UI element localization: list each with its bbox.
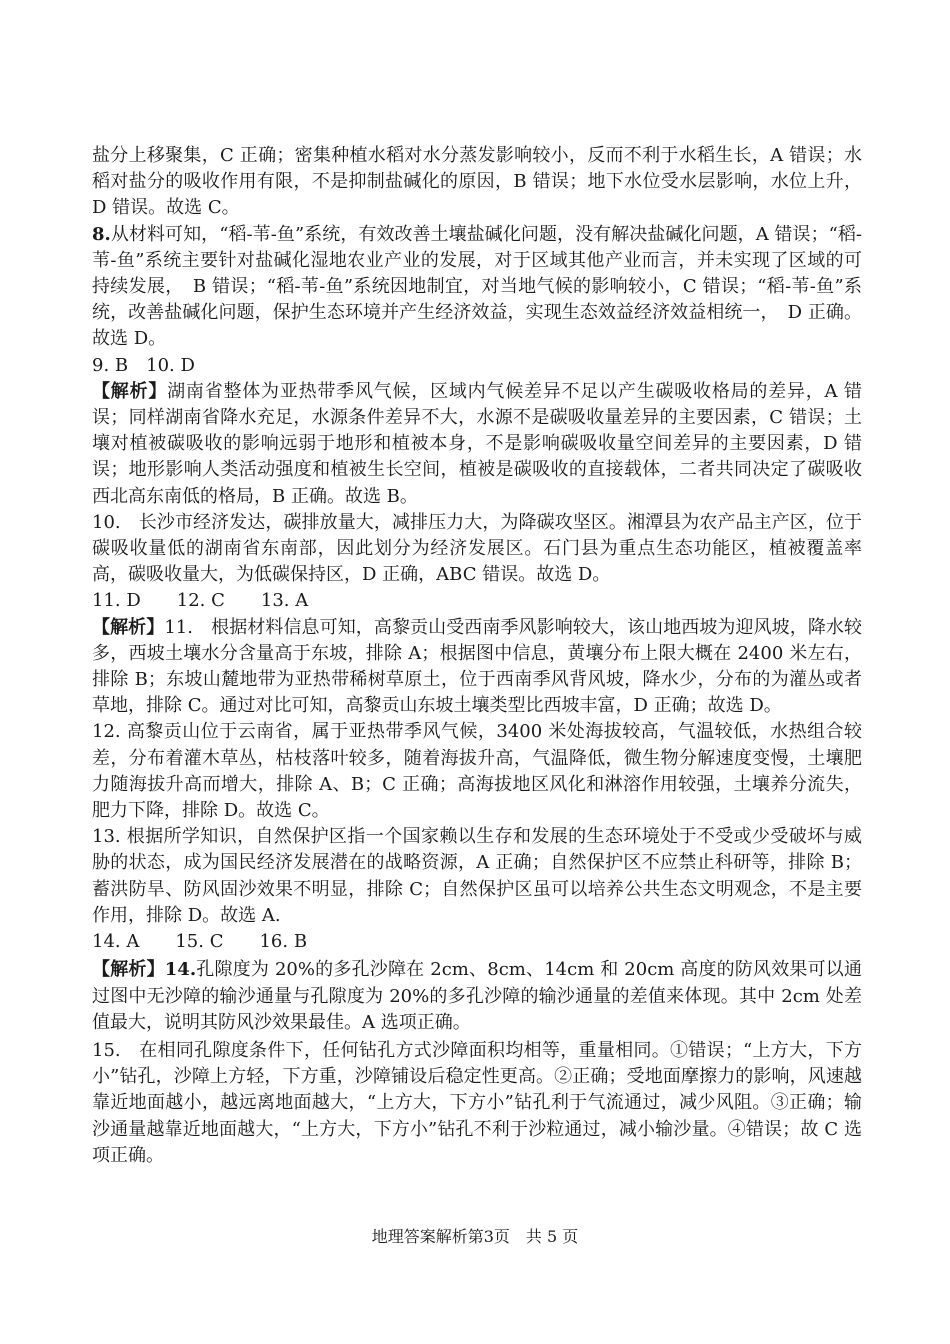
paragraph-q12: 12. 高黎贡山位于云南省，属于亚热带季风气候，3400 米处海拔较高，气温较低，水热组合较差，分布着灌木草丛，枯枝落叶较多，随着海拔升高，气温降低，微生物分解速度变慢，土壤肥力随海拔升高而增大，排除 A、B；C 正确；高海拔地区风化和淋溶作用较强，土壤养分流失，肥力下降，排除 D。故选 C。 xyxy=(92,721,862,822)
paragraph-q8: 8.从材料可知，“稻-苇-鱼”系统，有效改善土壤盐碱化问题，没有解决盐碱化问题，A 错误；“稻-苇-鱼”系统主要针对盐碱化湿地农业产业的发展，对于区域其他产业而言，并未实现了区域的可持续发展， B 错误；“稻-苇-鱼”系统因地制宜，对当地气候的影响较小，C 错误；“稻-苇-鱼”系统，改善盐碱化问题，保护生态环境并产生经济效益，实现生态效益经济效益相统一， D 正确。故选 D。 xyxy=(92,223,862,350)
answers-9-10: 9. B 10. D xyxy=(92,354,195,376)
answer-text xyxy=(92,143,862,1169)
paragraph-q11-analysis: 【解析】11. 根据材料信息可知，高黎贡山受西南季风影响较大，该山地西坡为迎风坡，降水较多，西坡土壤水分含量高于东坡，排除 A；根据图中信息，黄壤分布上限大概在 2400 米左右，排除 B；东坡山麓地带为亚热带稀树草原土，位于西南季风背风坡，降水少，分布的为灌丛或者草地，排除 C。通过对比可知，高黎贡山东坡土壤类型比西坡丰富，D 正确；故选 D。 xyxy=(92,616,863,717)
paragraph-q14-analysis: 【解析】14.孔隙度为 20%的多孔沙障在 2cm、8cm、14cm 和 20cm 高度的防风效果可以通过图中无沙障的输沙通量与孔隙度为 20%的多孔沙障的输沙通量的差值来体现。其中 2cm 处差值最大，说明其防风沙效果最佳。A 选项正确。 xyxy=(92,959,862,1033)
question-number: 8. xyxy=(92,223,111,245)
answers-11-13: 11. D 12. C 13. A xyxy=(92,590,309,612)
question-number: 14. xyxy=(164,959,197,981)
paragraph-q15: 15. 在相同孔隙度条件下，任何钻孔方式沙障面积均相等，重量相同。①错误；“上方大，下方小”钻孔，沙障上方轻，下方重，沙障铺设后稳定性更高。②正确；受地面摩擦力的影响，风速越靠近地面越小，越远离地面越大，“上方大，下方小”钻孔利于气流通过，减少风阻。③正确；输沙通量越靠近地面越大，“上方大，下方小”钻孔不利于沙粒通过，减小输沙量。④错误；故 C 选项正确。 xyxy=(92,1039,862,1166)
analysis-label: 【解析】 xyxy=(92,380,168,402)
paragraph-q13: 13. 根据所学知识，自然保护区指一个国家赖以生存和发展的生态环境处于不受或少受破坏与威胁的状态，成为国民经济发展潜在的战略资源，A 正确；自然保护区不应禁止科研等，排除 B；蓄洪防旱、防风固沙效果不明显，排除 C；自然保护区虽可以培养公共生态文明观念，不是主要作用，排除 D。故选 A. xyxy=(92,826,862,926)
paragraph-q9-analysis: 【解析】湖南省整体为亚热带季风气候，区域内气候差异不足以产生碳吸收格局的差异，A 错误；同样湖南省降水充足，水源条件差异不大，水源不是碳吸收量差异的主要因素，C 错误；土壤对植被碳吸收的影响远弱于地形和植被本身，不是影响碳吸收量空间差异的主要因素，D 错误；地形影响人类活动强度和植被生长空间，植被是碳吸收的直接载体，二者共同决定了碳吸收西北高东南低的格局，B 正确。故选 B。 xyxy=(92,380,863,507)
answers-14-16: 14. A 15. C 16. B xyxy=(92,931,308,953)
paragraph-q7-cont: 盐分上移聚集，C 正确；密集种植水稻对水分蒸发影响较小，反而不利于水稻生长，A 错误；水稻对盐分的吸收作用有限，不是抑制盐碱化的原因，B 错误；地下水位受水层影响，水位上升，D 错误。故选 C。 xyxy=(92,145,862,219)
analysis-label: 【解析】 xyxy=(92,616,165,638)
analysis-label: 【解析】 xyxy=(92,959,165,981)
paragraph-q10: 10. 长沙市经济发达，碳排放量大，减排压力大，为降碳攻坚区。湘潭县为农产品主产区，位于碳吸收量低的湖南省东南部，因此划分为经济发展区。石门县为重点生态功能区，植被覆盖率高，碳吸收量大，为低碳保持区，D 正确，ABC 错误。故选 D。 xyxy=(92,511,862,586)
page-footer: 地理答案解析第3页 共 5 页 xyxy=(371,1227,579,1246)
